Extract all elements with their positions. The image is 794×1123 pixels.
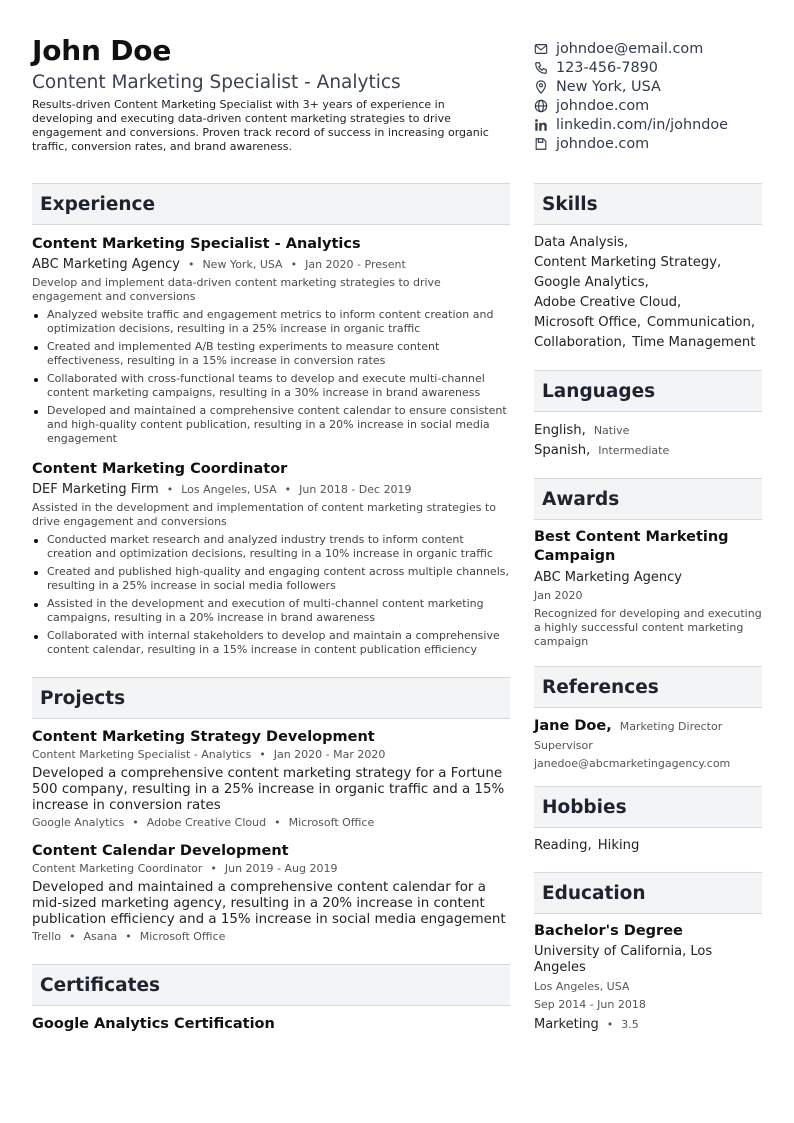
skill-item: Communication,	[646, 315, 756, 330]
hobbies-list	[534, 836, 762, 856]
mail-icon	[534, 42, 548, 56]
job-bullet: Collaborated with internal stakeholders to develop and maintain a comprehensive content calendar, resulting in a 15% increase in content publication efficiency	[32, 629, 510, 657]
education-location: Los Angeles, USA	[534, 980, 630, 993]
portfolio-icon	[534, 137, 548, 151]
portfolio-text: johndoe.com	[556, 135, 650, 152]
skills-heading: Skills	[534, 183, 762, 225]
job-bullet: Analyzed website traffic and engagement metrics to inform content creation and optimization decisions, resulting in a 25% increase in organic traffic	[32, 308, 510, 336]
education-heading: Education	[534, 872, 762, 914]
language-item	[534, 441, 762, 461]
project-tool: Adobe Creative Cloud	[146, 816, 267, 829]
job-company: DEF Marketing Firm	[32, 482, 159, 497]
contact-email[interactable]	[534, 39, 774, 58]
certificates-heading: Certificates	[32, 964, 510, 1006]
job-title: Content Marketing Specialist - Analytics	[32, 236, 361, 252]
project-role: Content Marketing Specialist - Analytics	[32, 748, 252, 761]
globe-icon	[534, 99, 548, 113]
language-level: Native	[593, 424, 630, 437]
reference-email[interactable]: janedoe@abcmarketingagency.com	[534, 757, 731, 770]
contact-linkedin[interactable]	[534, 115, 774, 134]
project-item	[32, 728, 510, 830]
skill-item: Adobe Creative Cloud,	[534, 295, 682, 310]
project-tool: Microsoft Office	[139, 930, 226, 943]
education-school: University of California, Los Angeles	[534, 944, 713, 975]
phone-icon	[534, 61, 548, 75]
job-company: ABC Marketing Agency	[32, 257, 180, 272]
job-location: Los Angeles, USA	[181, 483, 277, 496]
skill-item: Time Management	[632, 335, 756, 350]
project-tools	[32, 930, 510, 944]
candidate-headline: Content Marketing Specialist - Analytics	[32, 72, 401, 93]
separator-dot: •	[69, 930, 76, 943]
separator-dot: •	[210, 862, 217, 875]
project-tool: Trello	[32, 930, 61, 943]
project-title: Content Marketing Strategy Development	[32, 729, 375, 745]
languages-list	[534, 421, 762, 461]
separator-dot: •	[284, 483, 292, 496]
linkedin-text: linkedin.com/in/johndoe	[556, 116, 729, 133]
phone-text: 123-456-7890	[556, 59, 658, 76]
reference-item	[534, 718, 762, 772]
profile-summary: Results-driven Content Marketing Specialist with 3+ years of experience in developing and executing data-driven content marketing strategies to drive engagement and conversions. Proven track record of success in increasing organic traffic, conversion rates, and brand awareness.	[32, 98, 489, 153]
award-date: Jan 2020	[534, 589, 583, 602]
candidate-name: John Doe	[32, 34, 172, 67]
education-dates: Sep 2014 - Jun 2018	[534, 998, 646, 1011]
award-title: Best Content Marketing Campaign	[534, 529, 729, 564]
left-column	[32, 183, 510, 1032]
right-column	[534, 183, 762, 1032]
job-bullet: Created and implemented A/B testing experiments to measure content effectiveness, resulting in a 15% increase in conversion rates	[32, 340, 510, 368]
skill-item: Microsoft Office,	[534, 315, 641, 330]
job-dates: Jun 2018 - Dec 2019	[299, 483, 412, 496]
project-description: Developed and maintained a comprehensive content calendar for a mid-sized marketing agency, resulting in a 20% increase in content publication efficiency and a 15% increase in social media engagement	[32, 880, 506, 927]
project-tool: Asana	[83, 930, 118, 943]
reference-name: Jane Doe,	[534, 718, 612, 734]
experience-item	[32, 460, 510, 657]
education-gpa: 3.5	[621, 1018, 639, 1031]
job-bullet: Conducted market research and analyzed industry trends to inform content creation and optimization decisions, resulting in a 10% increase in organic traffic	[32, 533, 510, 561]
language-name: English,	[534, 423, 586, 438]
separator-dot: •	[132, 816, 139, 829]
projects-heading: Projects	[32, 677, 510, 719]
languages-heading: Languages	[534, 370, 762, 412]
contact-location	[534, 77, 774, 96]
skill-item: Data Analysis,	[534, 235, 629, 250]
references-heading: References	[534, 666, 762, 708]
language-level: Intermediate	[598, 444, 670, 457]
separator-dot: •	[274, 816, 281, 829]
project-item	[32, 842, 510, 944]
map-pin-icon	[534, 80, 548, 94]
skill-item: Content Marketing Strategy,	[534, 255, 722, 270]
hobby-item: Reading,	[534, 838, 592, 853]
separator-dot: •	[125, 930, 132, 943]
education-item	[534, 922, 762, 1032]
language-item	[534, 421, 762, 441]
separator-dot: •	[187, 258, 195, 271]
experience-item	[32, 235, 510, 446]
hobbies-heading: Hobbies	[534, 786, 762, 828]
hobby-item: Hiking	[597, 838, 640, 853]
linkedin-icon	[534, 118, 548, 132]
award-description: Recognized for developing and executing a highly successful content marketing campaign	[534, 607, 762, 648]
experience-heading: Experience	[32, 183, 510, 225]
job-bullet: Developed and maintained a comprehensive content calendar to ensure consistent and high-quality content publication, resulting in a 20% increase in social media engagement	[32, 404, 510, 446]
language-name: Spanish,	[534, 443, 591, 458]
project-tools	[32, 816, 510, 830]
award-item	[534, 528, 762, 649]
email-text: johndoe@email.com	[556, 40, 704, 57]
job-bullet: Assisted in the development and execution of multi-channel content marketing campaigns, resulting in a 20% increase in brand awareness	[32, 597, 510, 625]
separator-dot: •	[259, 748, 266, 761]
job-bullets	[32, 308, 510, 446]
certificate-title: Google Analytics Certification	[32, 1016, 275, 1032]
project-dates: Jan 2020 - Mar 2020	[273, 748, 386, 761]
reference-relation: Supervisor	[534, 739, 593, 752]
project-title: Content Calendar Development	[32, 843, 289, 859]
contact-website[interactable]	[534, 96, 774, 115]
location-text: New York, USA	[556, 78, 661, 95]
job-bullets	[32, 533, 510, 657]
awards-heading: Awards	[534, 478, 762, 520]
contact-portfolio[interactable]	[534, 134, 774, 153]
job-bullet: Collaborated with cross-functional teams to develop and execute multi-channel content marketing campaigns, resulting in a 30% increase in brand awareness	[32, 372, 510, 400]
reference-role: Marketing Director	[619, 720, 723, 733]
skill-item: Google Analytics,	[534, 275, 649, 290]
skills-list	[534, 233, 762, 353]
job-location: New York, USA	[202, 258, 283, 271]
project-tool: Microsoft Office	[288, 816, 375, 829]
project-role: Content Marketing Coordinator	[32, 862, 203, 875]
job-dates: Jan 2020 - Present	[305, 258, 406, 271]
education-degree: Bachelor's Degree	[534, 923, 683, 939]
award-org: ABC Marketing Agency	[534, 570, 682, 585]
separator-dot: •	[606, 1018, 614, 1031]
skill-item: Collaboration,	[534, 335, 627, 350]
contact-block	[534, 39, 774, 153]
job-bullet: Created and published high-quality and engaging content across multiple channels, resulting in a 25% increase in social media followers	[32, 565, 510, 593]
education-field: Marketing	[534, 1017, 599, 1032]
contact-phone[interactable]	[534, 58, 774, 77]
website-text: johndoe.com	[556, 97, 650, 114]
project-tool: Google Analytics	[32, 816, 125, 829]
job-title: Content Marketing Coordinator	[32, 461, 288, 477]
project-description: Developed a comprehensive content marketing strategy for a Fortune 500 company, resulting in a 25% increase in organic traffic and a 15% increase in conversion rates	[32, 766, 505, 813]
job-description: Develop and implement data-driven content marketing strategies to drive engagement and conversions	[32, 276, 441, 303]
job-description: Assisted in the development and implementation of content marketing strategies to drive engagement and conversions	[32, 501, 497, 528]
separator-dot: •	[166, 483, 174, 496]
project-dates: Jun 2019 - Aug 2019	[224, 862, 338, 875]
separator-dot: •	[290, 258, 298, 271]
